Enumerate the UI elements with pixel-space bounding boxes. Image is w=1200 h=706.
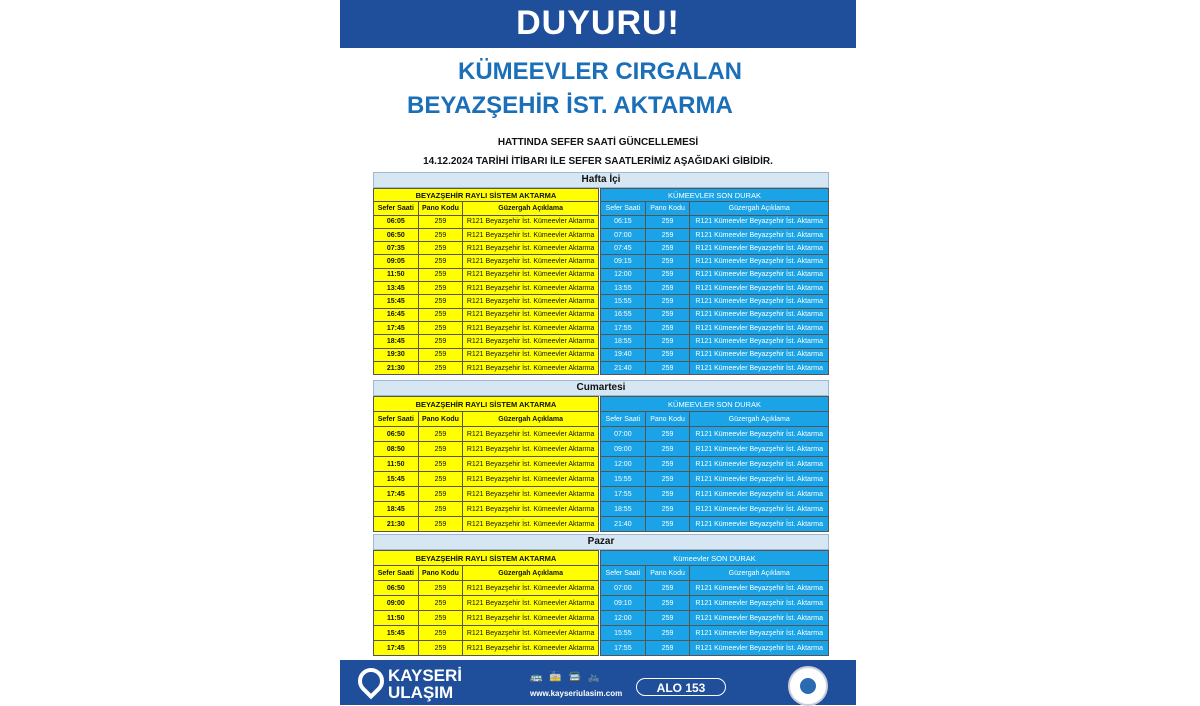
table-row	[374, 242, 599, 255]
table-row	[601, 321, 829, 334]
board-code: 259	[418, 502, 463, 517]
board-code: 259	[645, 242, 690, 255]
departure-time: 09:05	[374, 255, 419, 268]
table-row	[601, 308, 829, 321]
municipality-seal-icon	[788, 666, 828, 706]
column-header: Pano Kodu	[645, 566, 690, 581]
board-code: 259	[645, 517, 690, 532]
route-description: R121 Beyazşehir İst. Kümeevler Aktarma	[463, 626, 599, 641]
table-row	[374, 517, 599, 532]
table-row	[374, 626, 599, 641]
board-code: 259	[645, 427, 690, 442]
board-code: 259	[645, 472, 690, 487]
table-row	[374, 472, 599, 487]
route-description: R121 Kümeevler Beyazşehir İst. Aktarma	[690, 228, 829, 241]
route-description: R121 Beyazşehir İst. Kümeevler Aktarma	[463, 457, 599, 472]
column-header: Sefer Saati	[601, 566, 646, 581]
announcement-poster	[340, 0, 856, 705]
departure-time: 08:50	[374, 442, 419, 457]
update-subtitle: HATTINDA SEFER SAATİ GÜNCELLEMESİ	[497, 137, 699, 148]
departure-time: 12:00	[601, 268, 646, 281]
departure-time: 07:45	[601, 242, 646, 255]
board-code: 259	[645, 321, 690, 334]
column-header: Pano Kodu	[645, 412, 690, 427]
route-description: R121 Kümeevler Beyazşehir İst. Aktarma	[690, 472, 829, 487]
departure-time: 07:00	[601, 581, 646, 596]
route-description: R121 Kümeevler Beyazşehir İst. Aktarma	[690, 295, 829, 308]
departure-time: 06:50	[374, 581, 419, 596]
departure-time: 09:00	[601, 442, 646, 457]
departure-time: 18:45	[374, 502, 419, 517]
table-title: KÜMEEVLER SON DURAK	[601, 397, 829, 412]
route-description: R121 Beyazşehir İst. Kümeevler Aktarma	[463, 282, 599, 295]
column-header: Güzergah Açıklama	[690, 202, 829, 215]
schedule-section	[373, 534, 829, 550]
departure-time: 17:55	[601, 321, 646, 334]
board-code: 259	[418, 282, 463, 295]
board-code: 259	[418, 308, 463, 321]
column-header: Pano Kodu	[645, 202, 690, 215]
route-description: R121 Kümeevler Beyazşehir İst. Aktarma	[690, 487, 829, 502]
table-row	[601, 641, 829, 656]
kumeevler-departures-table	[600, 396, 829, 532]
departure-time: 18:55	[601, 335, 646, 348]
board-code: 259	[645, 457, 690, 472]
table-row	[601, 427, 829, 442]
table-row	[374, 457, 599, 472]
table-row	[374, 335, 599, 348]
departure-time: 15:55	[601, 295, 646, 308]
board-code: 259	[645, 442, 690, 457]
table-row	[601, 255, 829, 268]
column-header: Sefer Saati	[374, 412, 419, 427]
beyazsehir-departures-table	[373, 396, 599, 532]
table-row	[374, 308, 599, 321]
departure-time: 15:55	[601, 472, 646, 487]
footer-bar	[340, 660, 856, 705]
route-description: R121 Beyazşehir İst. Kümeevler Aktarma	[463, 442, 599, 457]
table-row	[374, 228, 599, 241]
board-code: 259	[418, 321, 463, 334]
table-row	[601, 282, 829, 295]
route-description: R121 Beyazşehir İst. Kümeevler Aktarma	[463, 321, 599, 334]
board-code: 259	[418, 335, 463, 348]
board-code: 259	[418, 457, 463, 472]
kumeevler-departures-table	[600, 188, 829, 375]
table-row	[601, 502, 829, 517]
route-description: R121 Beyazşehir İst. Kümeevler Aktarma	[463, 308, 599, 321]
table-row	[601, 228, 829, 241]
departure-time: 07:00	[601, 228, 646, 241]
hotline-badge: ALO 153	[636, 678, 726, 696]
board-code: 259	[645, 361, 690, 374]
board-code: 259	[418, 255, 463, 268]
table-row	[601, 487, 829, 502]
departure-time: 13:55	[601, 282, 646, 295]
board-code: 259	[645, 641, 690, 656]
board-code: 259	[418, 517, 463, 532]
board-code: 259	[645, 308, 690, 321]
table-row	[601, 626, 829, 641]
table-row	[374, 295, 599, 308]
table-row	[601, 268, 829, 281]
departure-time: 11:50	[374, 611, 419, 626]
route-description: R121 Kümeevler Beyazşehir İst. Aktarma	[690, 581, 829, 596]
board-code: 259	[418, 427, 463, 442]
board-code: 259	[645, 282, 690, 295]
departure-time: 06:50	[374, 427, 419, 442]
board-code: 259	[645, 596, 690, 611]
table-row	[374, 427, 599, 442]
board-code: 259	[418, 268, 463, 281]
board-code: 259	[418, 641, 463, 656]
board-code: 259	[418, 348, 463, 361]
column-header: Güzergah Açıklama	[463, 412, 599, 427]
departure-time: 16:55	[601, 308, 646, 321]
table-row	[601, 457, 829, 472]
route-description: R121 Beyazşehir İst. Kümeevler Aktarma	[463, 596, 599, 611]
route-description: R121 Kümeevler Beyazşehir İst. Aktarma	[690, 641, 829, 656]
departure-time: 15:45	[374, 295, 419, 308]
table-row	[601, 517, 829, 532]
departure-time: 15:45	[374, 626, 419, 641]
departure-time: 06:50	[374, 228, 419, 241]
column-header: Güzergah Açıklama	[690, 566, 829, 581]
board-code: 259	[418, 442, 463, 457]
table-row	[374, 348, 599, 361]
route-description: R121 Kümeevler Beyazşehir İst. Aktarma	[690, 215, 829, 228]
route-description: R121 Kümeevler Beyazşehir İst. Aktarma	[690, 517, 829, 532]
route-description: R121 Beyazşehir İst. Kümeevler Aktarma	[463, 472, 599, 487]
board-code: 259	[645, 215, 690, 228]
table-title: Kümeevler SON DURAK	[601, 551, 829, 566]
announcement-banner: DUYURU!	[340, 0, 856, 48]
departure-time: 17:45	[374, 641, 419, 656]
board-code: 259	[418, 215, 463, 228]
table-row	[374, 215, 599, 228]
departure-time: 12:00	[601, 457, 646, 472]
schedule-section	[373, 172, 829, 188]
departure-time: 07:00	[601, 427, 646, 442]
departure-time: 09:15	[601, 255, 646, 268]
column-header: Güzergah Açıklama	[463, 202, 599, 215]
table-row	[601, 335, 829, 348]
route-description: R121 Kümeevler Beyazşehir İst. Aktarma	[690, 457, 829, 472]
route-description: R121 Kümeevler Beyazşehir İst. Aktarma	[690, 268, 829, 281]
route-description: R121 Beyazşehir İst. Kümeevler Aktarma	[463, 215, 599, 228]
route-description: R121 Beyazşehir İst. Kümeevler Aktarma	[463, 295, 599, 308]
column-header: Sefer Saati	[601, 202, 646, 215]
departure-time: 13:45	[374, 282, 419, 295]
table-row	[374, 641, 599, 656]
table-row	[601, 348, 829, 361]
route-description: R121 Kümeevler Beyazşehir İst. Aktarma	[690, 308, 829, 321]
departure-time: 18:45	[374, 335, 419, 348]
board-code: 259	[645, 626, 690, 641]
route-description: R121 Kümeevler Beyazşehir İst. Aktarma	[690, 427, 829, 442]
beyazsehir-departures-table	[373, 188, 599, 375]
route-description: R121 Kümeevler Beyazşehir İst. Aktarma	[690, 442, 829, 457]
table-row	[374, 255, 599, 268]
table-row	[601, 242, 829, 255]
route-description: R121 Kümeevler Beyazşehir İst. Aktarma	[690, 255, 829, 268]
route-description: R121 Beyazşehir İst. Kümeevler Aktarma	[463, 502, 599, 517]
route-description: R121 Kümeevler Beyazşehir İst. Aktarma	[690, 596, 829, 611]
table-row	[374, 502, 599, 517]
table-row	[374, 487, 599, 502]
board-code: 259	[645, 228, 690, 241]
departure-time: 16:45	[374, 308, 419, 321]
table-row	[374, 321, 599, 334]
table-row	[601, 472, 829, 487]
board-code: 259	[645, 335, 690, 348]
table-title: BEYAZŞEHİR RAYLI SİSTEM AKTARMA	[374, 397, 599, 412]
board-code: 259	[418, 295, 463, 308]
departure-time: 15:45	[374, 472, 419, 487]
route-description: R121 Kümeevler Beyazşehir İst. Aktarma	[690, 626, 829, 641]
column-header: Sefer Saati	[374, 202, 419, 215]
board-code: 259	[645, 348, 690, 361]
kumeevler-departures-table	[600, 550, 829, 656]
website-link[interactable]: www.kayseriulasim.com	[530, 689, 623, 698]
departure-time: 17:55	[601, 487, 646, 502]
board-code: 259	[645, 295, 690, 308]
departure-time: 19:30	[374, 348, 419, 361]
route-description: R121 Kümeevler Beyazşehir İst. Aktarma	[690, 502, 829, 517]
route-description: R121 Kümeevler Beyazşehir İst. Aktarma	[690, 282, 829, 295]
route-description: R121 Beyazşehir İst. Kümeevler Aktarma	[463, 242, 599, 255]
route-description: R121 Kümeevler Beyazşehir İst. Aktarma	[690, 348, 829, 361]
table-title: KÜMEEVLER SON DURAK	[601, 189, 829, 202]
route-description: R121 Beyazşehir İst. Kümeevler Aktarma	[463, 268, 599, 281]
location-pin-icon	[353, 663, 390, 700]
departure-time: 21:30	[374, 361, 419, 374]
beyazsehir-departures-table	[373, 550, 599, 656]
transport-icons: 🚌 🚋 🚍 🚲	[530, 672, 603, 683]
board-code: 259	[418, 596, 463, 611]
route-description: R121 Kümeevler Beyazşehir İst. Aktarma	[690, 321, 829, 334]
table-row	[601, 361, 829, 374]
table-row	[601, 581, 829, 596]
table-row	[374, 268, 599, 281]
table-title: BEYAZŞEHİR RAYLI SİSTEM AKTARMA	[374, 551, 599, 566]
brand-name-line1: KAYSERİ	[388, 666, 463, 685]
departure-time: 19:40	[601, 348, 646, 361]
column-header: Sefer Saati	[374, 566, 419, 581]
departure-time: 06:15	[601, 215, 646, 228]
departure-time: 21:40	[601, 517, 646, 532]
route-description: R121 Kümeevler Beyazşehir İst. Aktarma	[690, 335, 829, 348]
board-code: 259	[418, 487, 463, 502]
board-code: 259	[418, 611, 463, 626]
board-code: 259	[418, 581, 463, 596]
route-description: R121 Beyazşehir İst. Kümeevler Aktarma	[463, 517, 599, 532]
board-code: 259	[645, 502, 690, 517]
table-row	[601, 215, 829, 228]
departure-time: 18:55	[601, 502, 646, 517]
route-description: R121 Beyazşehir İst. Kümeevler Aktarma	[463, 335, 599, 348]
board-code: 259	[418, 361, 463, 374]
departure-time: 17:55	[601, 641, 646, 656]
board-code: 259	[418, 228, 463, 241]
column-header: Pano Kodu	[418, 412, 463, 427]
section-heading: Hafta İçi	[373, 172, 829, 188]
departure-time: 21:30	[374, 517, 419, 532]
column-header: Pano Kodu	[418, 202, 463, 215]
board-code: 259	[645, 611, 690, 626]
route-description: R121 Beyazşehir İst. Kümeevler Aktarma	[463, 487, 599, 502]
route-description: R121 Kümeevler Beyazşehir İst. Aktarma	[690, 361, 829, 374]
route-description: R121 Beyazşehir İst. Kümeevler Aktarma	[463, 581, 599, 596]
board-code: 259	[645, 268, 690, 281]
table-title: BEYAZŞEHİR RAYLI SİSTEM AKTARMA	[374, 189, 599, 202]
table-row	[374, 596, 599, 611]
table-row	[374, 442, 599, 457]
board-code: 259	[418, 472, 463, 487]
table-row	[374, 282, 599, 295]
section-heading: Cumartesi	[373, 380, 829, 396]
table-row	[601, 442, 829, 457]
board-code: 259	[418, 626, 463, 641]
board-code: 259	[645, 581, 690, 596]
table-row	[601, 295, 829, 308]
board-code: 259	[645, 487, 690, 502]
route-description: R121 Beyazşehir İst. Kümeevler Aktarma	[463, 255, 599, 268]
route-description: R121 Beyazşehir İst. Kümeevler Aktarma	[463, 427, 599, 442]
table-row	[374, 611, 599, 626]
effective-date-notice: 14.12.2024 TARİHİ İTİBARI İLE SEFER SAATLERİMİZ AŞAĞIDAKİ GİBİDİR.	[423, 156, 773, 167]
route-description: R121 Kümeevler Beyazşehir İst. Aktarma	[690, 242, 829, 255]
section-heading: Pazar	[373, 534, 829, 550]
departure-time: 07:35	[374, 242, 419, 255]
departure-time: 15:55	[601, 626, 646, 641]
column-header: Güzergah Açıklama	[463, 566, 599, 581]
route-description: R121 Beyazşehir İst. Kümeevler Aktarma	[463, 348, 599, 361]
departure-time: 09:00	[374, 596, 419, 611]
departure-time: 21:40	[601, 361, 646, 374]
departure-time: 06:05	[374, 215, 419, 228]
departure-time: 17:45	[374, 321, 419, 334]
route-description: R121 Beyazşehir İst. Kümeevler Aktarma	[463, 641, 599, 656]
route-description: R121 Beyazşehir İst. Kümeevler Aktarma	[463, 361, 599, 374]
column-header: Pano Kodu	[418, 566, 463, 581]
table-row	[601, 611, 829, 626]
route-title-line2: BEYAZŞEHİR İST. AKTARMA	[407, 92, 733, 119]
schedule-section	[373, 380, 829, 396]
route-description: R121 Beyazşehir İst. Kümeevler Aktarma	[463, 611, 599, 626]
departure-time: 12:00	[601, 611, 646, 626]
departure-time: 17:45	[374, 487, 419, 502]
column-header: Güzergah Açıklama	[690, 412, 829, 427]
route-title-line1: KÜMEEVLER CIRGALAN	[457, 58, 742, 85]
board-code: 259	[645, 255, 690, 268]
route-description: R121 Beyazşehir İst. Kümeevler Aktarma	[463, 228, 599, 241]
table-row	[374, 361, 599, 374]
board-code: 259	[418, 242, 463, 255]
departure-time: 09:10	[601, 596, 646, 611]
brand-name-line2: ULAŞIM	[388, 683, 454, 702]
column-header: Sefer Saati	[601, 412, 646, 427]
table-row	[601, 596, 829, 611]
table-row	[374, 581, 599, 596]
route-description: R121 Kümeevler Beyazşehir İst. Aktarma	[690, 611, 829, 626]
departure-time: 11:50	[374, 457, 419, 472]
departure-time: 11:50	[374, 268, 419, 281]
